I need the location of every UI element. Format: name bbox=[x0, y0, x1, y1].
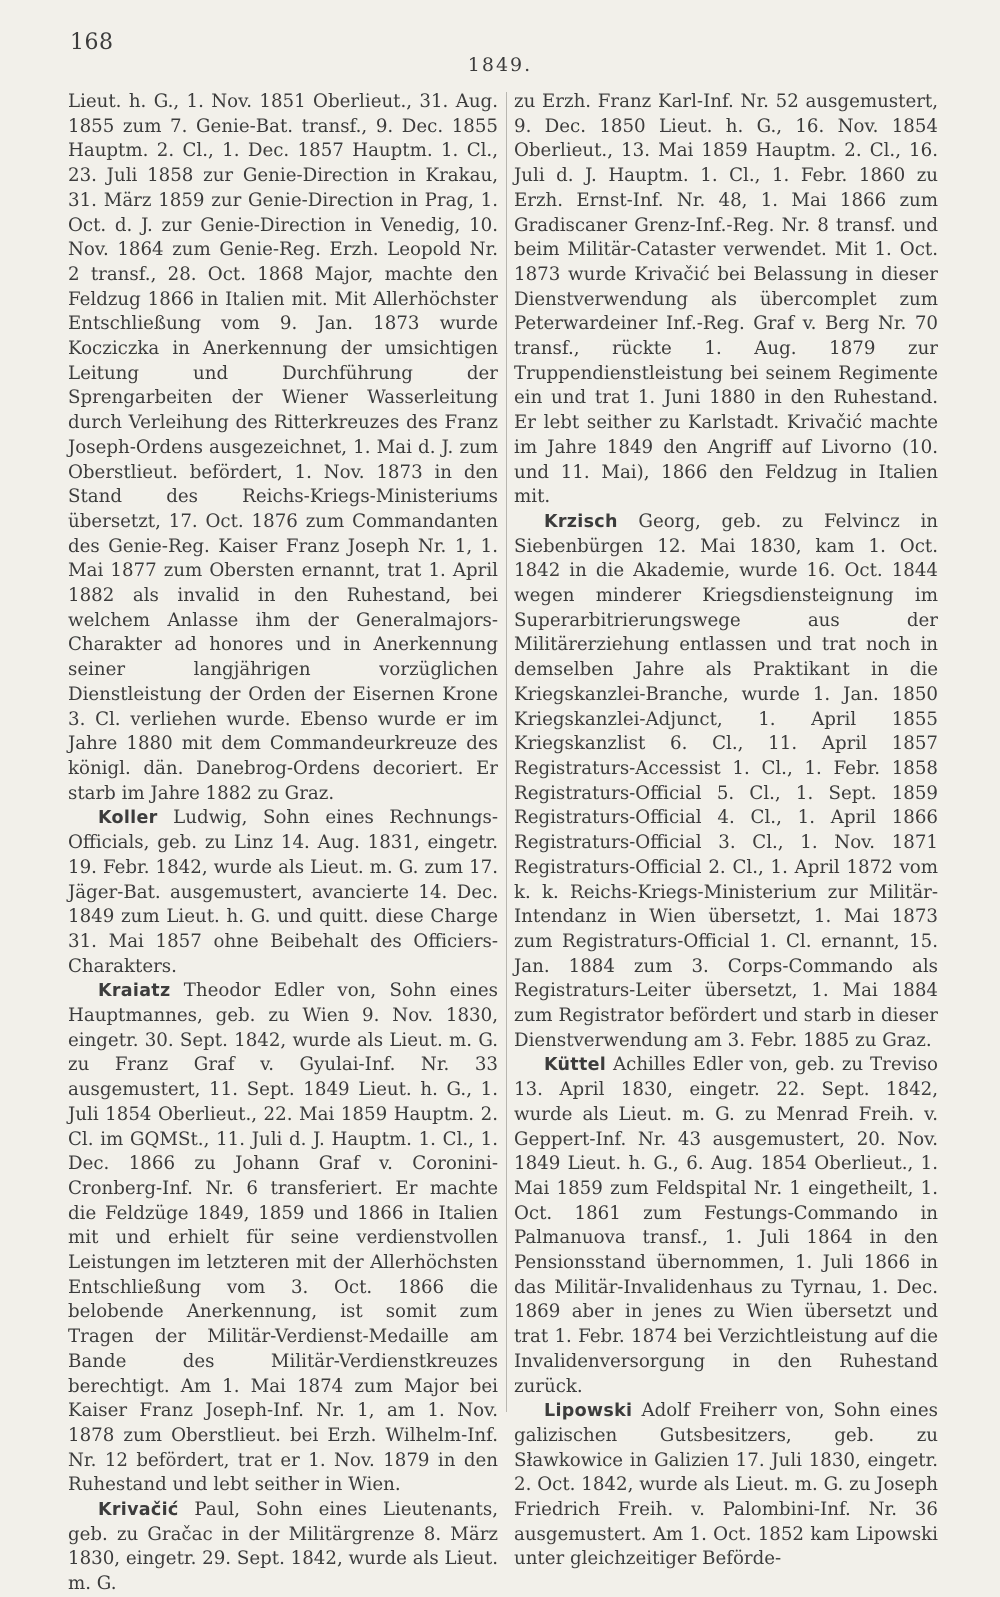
entry-name: Koller bbox=[98, 808, 158, 829]
entry-name: Küttel bbox=[544, 1055, 607, 1076]
entry-text: Georg, geb. zu Felvincz in Siebenbürgen 12. Mai 1830, kam 1. Oct. 1842 in die Akademie, wurde 16. Oct. 1844 wegen minderer Kriegsdiensteignung im Superarbitrierungswege aus der Militärerziehung entlassen und trat noch in demselben Jahre als Praktikant in die Kriegskanzlei-Branche, wurde 1. Jan. 1850 Kriegskanzlei-Adjunct, 1. April 1855 Kriegskanzlist 6. Cl., 11. April 1857 Registraturs-Accessist 1. Cl., 1. Febr. 1858 Registraturs-Official 5. Cl., 1. Sept. 1859 Registraturs-Official 4. Cl., 1. April 1866 Registraturs-Official 3. Cl., 1. Nov. 1871 Registraturs-Official 2. Cl., 1. April 1872 vom k. k. Reichs-Kriegs-Ministerium zur Militär-Intendanz in Wien übersetzt, 1. Mai 1873 zum Registraturs-Official 1. Cl. ernannt, 15. Jan. 1884 zum 3. Corps-Commando als Registraturs-Leiter übersetzt, 1. Mai 1884 zum Registrator befördert und starb in dieser Dienstverwendung am 3. Febr. 1885 zu Graz. bbox=[514, 510, 938, 1051]
entry-name: Krzisch bbox=[544, 511, 618, 532]
entry-name: Krivačić bbox=[98, 1500, 179, 1521]
continued-entry-text: zu Erzh. Franz Karl-Inf. Nr. 52 ausgemustert, 9. Dec. 1850 Lieut. h. G., 16. Nov. 1854 Oberlieut., 13. Mai 1859 Hauptm. 2. Cl., 16. Juli d. J. Hauptm. 1. Cl., 1. Febr. 1860 zu Erzh. Ernst-Inf. Nr. 48, 1. Mai 1866 zum Gradiscaner Grenz-Inf.-Reg. Nr. 8 transf. und beim Militär-Cataster verwendet. Mit 1. Oct. 1873 wurde Krivačić bei Belassung in dieser Dienstverwendung als übercomplet zum Peterwardeiner Inf.-Reg. Graf v. Berg Nr. 70 transf., rückte 1. Aug. 1879 zur Truppendienstleistung bei seinem Regimente ein und trat 1. Juni 1880 in den Ruhestand. Er lebt seither zu Karlstadt. Krivačić machte im Jahre 1849 den Angriff auf Livorno (10. und 11. Mai), 1866 den Feldzug in Italien mit. bbox=[514, 91, 938, 508]
entry-name: Lipowski bbox=[544, 1401, 633, 1422]
running-head-year: 1849. bbox=[467, 54, 533, 76]
entry-krzisch bbox=[514, 510, 938, 1053]
entry-kraiatz bbox=[68, 979, 498, 1498]
entry-text: Adolf Freiherr von, Sohn eines galizischen Gutsbesitzers, geb. zu Sławkowice in Galizien 17. Juli 1830, eingetr. 2. Oct. 1842, wurde als Lieut. m. G. zu Joseph Friedrich Freih. v. Palombini-Inf. Nr. 36 ausgemustert. Am 1. Oct. 1852 kam Lipowski unter gleichzeitiger Beförde- bbox=[514, 1400, 938, 1570]
column-divider bbox=[506, 92, 507, 1412]
entry-name: Kraiatz bbox=[98, 981, 171, 1002]
entry-text: Ludwig, Sohn eines Rechnungs-Officials, geb. zu Linz 14. Aug. 1831, eingetr. 19. Febr. 1842, wurde als Lieut. m. G. zum 17. Jäger-Bat. ausgemustert, avancierte 14. Dec. 1849 zum Lieut. h. G. und quitt. diese Charge 31. Mai 1857 ohne Beibehalt des Officiers-Charakters. bbox=[68, 807, 498, 977]
entry-text: Achilles Edler von, geb. zu Treviso 13. April 1830, eingetr. 22. Sept. 1842, wurde als Lieut. m. G. zu Menrad Freih. v. Geppert-Inf. Nr. 43 ausgemustert, 20. Nov. 1849 Lieut. h. G., 6. Aug. 1854 Oberlieut., 1. Mai 1859 zum Feldspital Nr. 1 eingetheilt, 1. Oct. 1861 zum Festungs-Commando in Palmanuova transf., 1. Juli 1864 in den Pensionsstand übernommen, 1. Juli 1866 in das Militär-Invalidenhaus zu Tyrnau, 1. Dec. 1869 aber in jenes zu Wien übersetzt und trat 1. Febr. 1874 bei Verzichtleistung auf die Invalidenversorgung in den Ruhestand zurück. bbox=[514, 1054, 938, 1397]
entry-text: Paul, Sohn eines Lieutenants, geb. zu Gračac in der Militärgrenze 8. März 1830, eingetr. 29. Sept. 1842, wurde als Lieut. m. G. bbox=[68, 1499, 498, 1595]
entry-kuettel bbox=[514, 1053, 938, 1399]
entry-lipowski bbox=[514, 1399, 938, 1572]
page-number: 168 bbox=[70, 30, 114, 55]
right-column bbox=[514, 90, 938, 1570]
entry-krivacic bbox=[68, 1498, 498, 1597]
continued-entry-text: Lieut. h. G., 1. Nov. 1851 Oberlieut., 31. Aug. 1855 zum 7. Genie-Bat. transf., 9. Dec. 1855 Hauptm. 2. Cl., 1. Dec. 1857 Hauptm. 1. Cl., 23. Juli 1858 zur Genie-Direction in Krakau, 31. März 1859 zur Genie-Direction in Prag, 1. Oct. d. J. zur Genie-Direction in Venedig, 10. Nov. 1864 zum Genie-Reg. Erzh. Leopold Nr. 2 transf., 28. Oct. 1868 Major, machte den Feldzug 1866 in Italien mit. Mit Allerhöchster Entschließung vom 9. Jan. 1873 wurde Kocziczka in Anerkennung der umsichtigen Leitung und Durchführung der Sprengarbeiten der Wiener Wasserleitung durch Verleihung des Ritterkreuzes des Franz Joseph-Ordens ausgezeichnet, 1. Mai d. J. zum Oberstlieut. befördert, 1. Nov. 1873 in den Stand des Reichs-Kriegs-Ministeriums übersetzt, 17. Oct. 1876 zum Commandanten des Genie-Reg. Kaiser Franz Joseph Nr. 1, 1. Mai 1877 zum Obersten ernannt, trat 1. April 1882 als invalid in den Ruhestand, bei welchem Anlasse ihm der Generalmajors-Charakter ad honores und in Anerkennung seiner langjährigen vorzüglichen Dienstleistung der Orden der Eisernen Krone 3. Cl. verliehen wurde. Ebenso wurde er im Jahre 1880 mit dem Commandeurkreuze des königl. dän. Danebrog-Ordens decoriert. Er starb im Jahre 1882 zu Graz. bbox=[68, 91, 498, 804]
entry-koller bbox=[68, 806, 498, 979]
left-column bbox=[68, 90, 498, 1595]
entry-text: Theodor Edler von, Sohn eines Hauptmannes, geb. zu Wien 9. Nov. 1830, eingetr. 30. Sept. 1842, wurde als Lieut. m. G. zu Franz Graf v. Gyulai-Inf. Nr. 33 ausgemustert, 11. Sept. 1849 Lieut. h. G., 1. Juli 1854 Oberlieut., 22. Mai 1859 Hauptm. 2. Cl. im GQMSt., 11. Juli d. J. Hauptm. 1. Cl., 1. Dec. 1866 zu Johann Graf v. Coronini-Cronberg-Inf. Nr. 6 transferiert. Er machte die Feldzüge 1849, 1859 und 1866 in Italien mit und erhielt für seine verdienstvollen Leistungen im letzteren mit der Allerhöchsten Entschließung vom 3. Oct. 1866 die belobende Anerkennung, ist somit zum Tragen der Militär-Verdienst-Medaille am Bande des Militär-Verdienstkreuzes berechtigt. Am 1. Mai 1874 zum Major bei Kaiser Franz Joseph-Inf. Nr. 1, am 1. Nov. 1878 zum Oberstlieut. bei Erzh. Wilhelm-Inf. Nr. 12 befördert, trat er 1. Nov. 1879 in den Ruhestand und lebt seither in Wien. bbox=[68, 980, 498, 1496]
